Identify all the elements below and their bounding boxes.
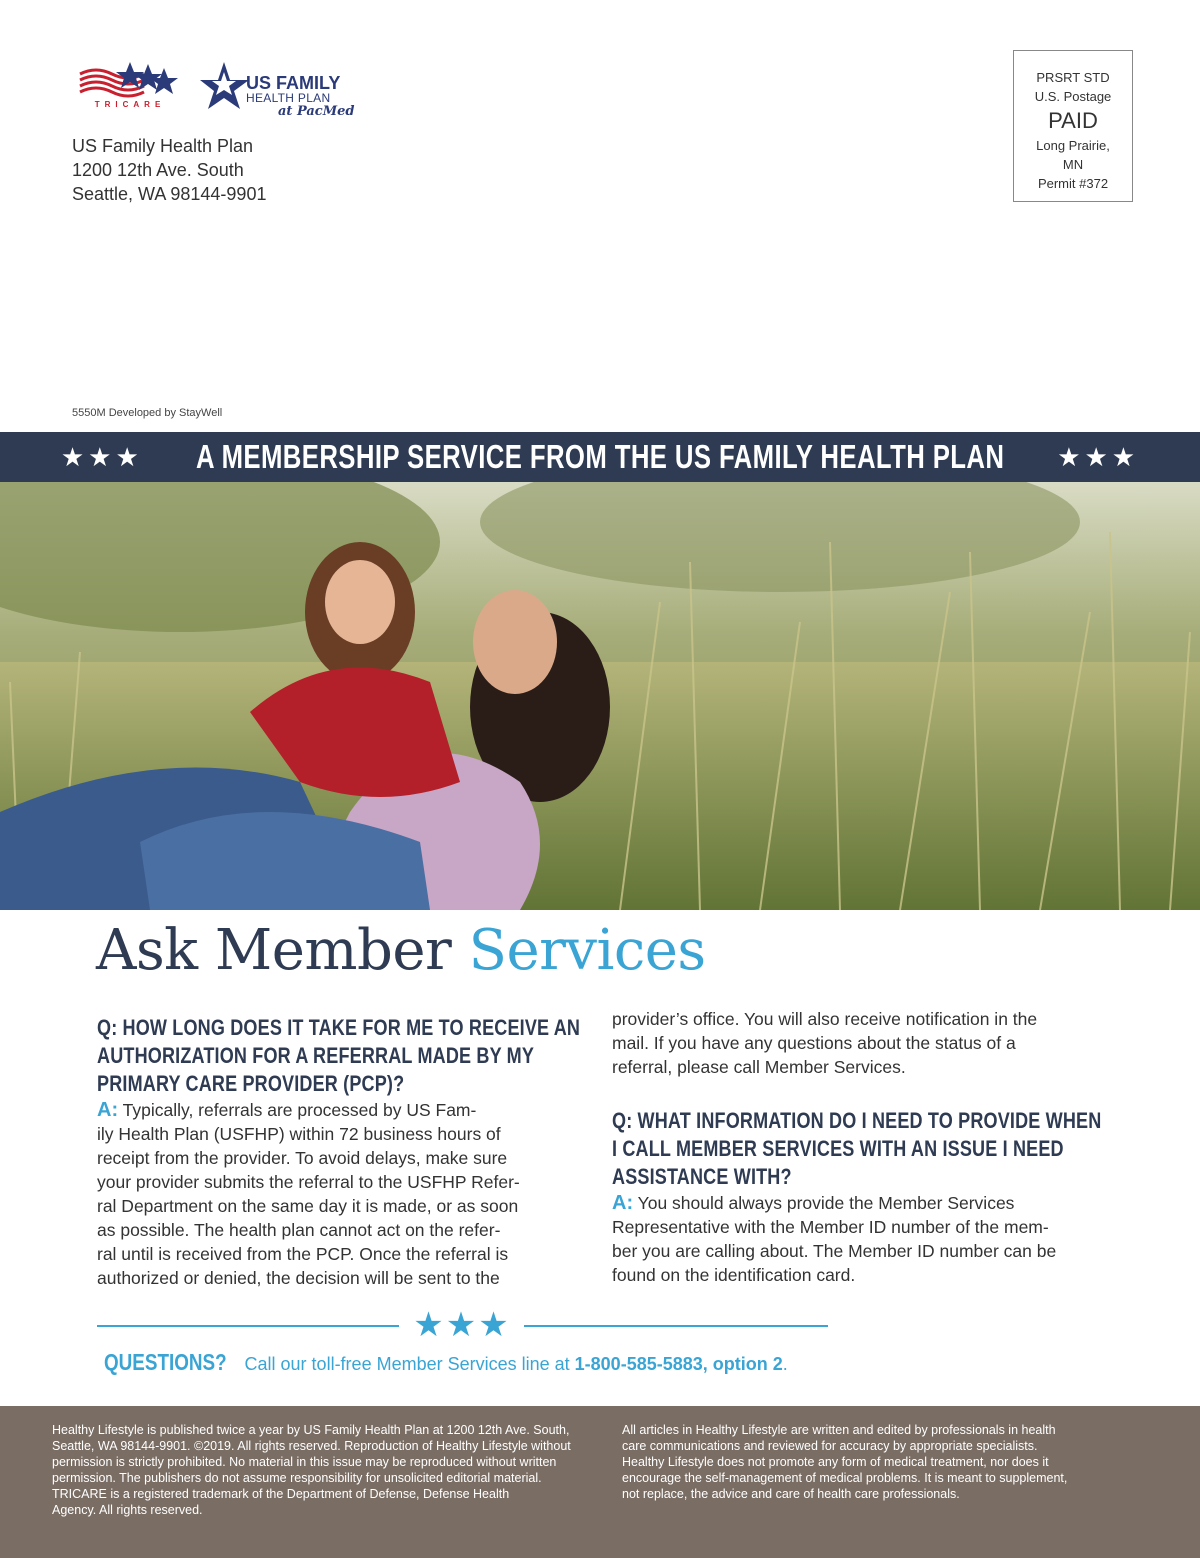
usfhp-logo-line3: at PacMed bbox=[278, 104, 355, 119]
usfhp-logo-line1: US FAMILY bbox=[246, 73, 341, 93]
answer-prefix: A: bbox=[612, 1192, 634, 1214]
questions-text: Call our toll-free Member Services line at bbox=[244, 1354, 575, 1374]
answer-line: your provider submits the referral to the USFHP Refer- bbox=[97, 1172, 520, 1192]
postage-paid: PAID bbox=[1048, 108, 1098, 133]
postage-line: PRSRT STD bbox=[1036, 70, 1110, 85]
question-line: PRIMARY CARE PROVIDER (PCP)? bbox=[97, 1071, 405, 1096]
answer-line bbox=[612, 1191, 1122, 1215]
address-line: Seattle, WA 98144-9901 bbox=[72, 184, 267, 204]
postage-line: Long Prairie, bbox=[1036, 138, 1110, 153]
tricare-wordmark: TRICARE bbox=[94, 100, 166, 109]
answer-text: Typically, referrals are processed by US Fam- bbox=[118, 1100, 477, 1120]
address-line: US Family Health Plan bbox=[72, 136, 254, 156]
answer-line: ral until is received from the PCP. Once the referral is bbox=[97, 1244, 509, 1264]
footer-line: Seattle, WA 98144-9901. ©2019. All rights reserved. Reproduction of Healthy Lifestyle without bbox=[52, 1439, 571, 1453]
footer bbox=[0, 1406, 1200, 1558]
footer-line: TRICARE is a registered trademark of the Department of Defense, Defense Health bbox=[52, 1487, 510, 1501]
answer-2 bbox=[612, 1191, 1122, 1287]
answer-line: ily Health Plan (USFHP) within 72 business hours of bbox=[97, 1124, 501, 1144]
footer-line: permission. The publishers do not assume responsibility for unsolicited editorial material. bbox=[52, 1471, 542, 1485]
star-icons: ★★★ bbox=[60, 441, 143, 472]
postage-line: Permit #372 bbox=[1037, 176, 1109, 191]
footer-line: encourage the self-management of medical problems. It is meant to supplement, bbox=[622, 1471, 1068, 1485]
question-line: AUTHORIZATION FOR A REFERRAL MADE BY MY bbox=[97, 1043, 535, 1068]
title-accent: Services bbox=[468, 918, 706, 983]
footer-line: permission is strictly prohibited. No material in this issue may be reproduced without written bbox=[52, 1455, 557, 1469]
page-title bbox=[96, 918, 706, 983]
answer-line: found on the identification card. bbox=[612, 1265, 856, 1285]
hero-photo bbox=[0, 482, 1200, 910]
postage-line: U.S. Postage bbox=[1034, 89, 1112, 104]
divider-line bbox=[524, 1325, 828, 1327]
footer-line: not replace, the advice and care of health care professionals. bbox=[622, 1487, 960, 1501]
questions-end: . bbox=[782, 1354, 788, 1374]
postage-line: MN bbox=[1062, 157, 1084, 172]
qa-2 bbox=[612, 1007, 1122, 1287]
question-1 bbox=[97, 1014, 589, 1098]
answer-line: ral Department on the same day it is made, or as soon bbox=[97, 1196, 519, 1216]
footer-publication-info bbox=[52, 1422, 608, 1518]
question-line: I CALL MEMBER SERVICES WITH AN ISSUE I NEED bbox=[612, 1136, 1064, 1161]
questions-callout bbox=[104, 1349, 788, 1376]
qa-1 bbox=[97, 1014, 587, 1290]
answer-line: as possible. The health plan cannot act on the refer- bbox=[97, 1220, 501, 1240]
questions-label: QUESTIONS? bbox=[104, 1349, 227, 1375]
footer-line: All articles in Healthy Lifestyle are written and edited by professionals in health bbox=[622, 1423, 1056, 1437]
footer-line: care communications and reviewed for accuracy by appropriate specialists. bbox=[622, 1439, 1038, 1453]
address-line: 1200 12th Ave. South bbox=[72, 160, 244, 180]
phone-number[interactable]: 1-800-585-5883, option 2 bbox=[574, 1354, 783, 1374]
question-line: ASSISTANCE WITH? bbox=[612, 1164, 792, 1189]
answer-line: authorized or denied, the decision will be sent to the bbox=[97, 1268, 500, 1288]
answer-1-continued bbox=[612, 1007, 1122, 1079]
answer-line bbox=[97, 1098, 587, 1122]
answer-prefix: A: bbox=[97, 1099, 119, 1121]
footer-disclaimer bbox=[622, 1422, 1142, 1502]
star-icons: ★★★ bbox=[413, 1306, 511, 1344]
answer-line: ber you are calling about. The Member ID number can be bbox=[612, 1241, 1057, 1261]
answer-line: receipt from the provider. To avoid delays, make sure bbox=[97, 1148, 508, 1168]
answer-1 bbox=[97, 1098, 587, 1290]
question-line: Q: WHAT INFORMATION DO I NEED TO PROVIDE WHEN bbox=[612, 1108, 1102, 1133]
question-2 bbox=[612, 1107, 1104, 1191]
divider-line bbox=[97, 1325, 399, 1327]
developed-by: 5550M Developed by StayWell bbox=[72, 407, 223, 419]
answer-line: referral, please call Member Services. bbox=[612, 1057, 906, 1077]
postage-indicia bbox=[1013, 50, 1133, 202]
footer-line: Healthy Lifestyle does not promote any form of medical treatment, nor does it bbox=[622, 1455, 1049, 1469]
membership-banner bbox=[0, 432, 1200, 482]
usfhp-logo-line2: HEALTH PLAN bbox=[246, 91, 331, 105]
answer-line: mail. If you have any questions about the status of a bbox=[612, 1033, 1016, 1053]
star-icons: ★★★ bbox=[1057, 441, 1140, 472]
answer-line: provider’s office. You will also receive notification in the bbox=[612, 1009, 1038, 1029]
answer-text: You should always provide the Member Services bbox=[633, 1193, 1015, 1213]
question-line: Q: HOW LONG DOES IT TAKE FOR ME TO RECEIVE AN bbox=[97, 1015, 581, 1040]
title-main: Ask Member bbox=[96, 918, 452, 983]
banner-text: A MEMBERSHIP SERVICE FROM THE US FAMILY HEALTH PLAN bbox=[195, 438, 1005, 475]
return-address bbox=[72, 134, 266, 206]
answer-line: Representative with the Member ID number of the mem- bbox=[612, 1217, 1049, 1237]
footer-line: Agency. All rights reserved. bbox=[52, 1503, 203, 1517]
footer-line: Healthy Lifestyle is published twice a year by US Family Health Plan at 1200 12th Ave. South, bbox=[52, 1423, 570, 1437]
